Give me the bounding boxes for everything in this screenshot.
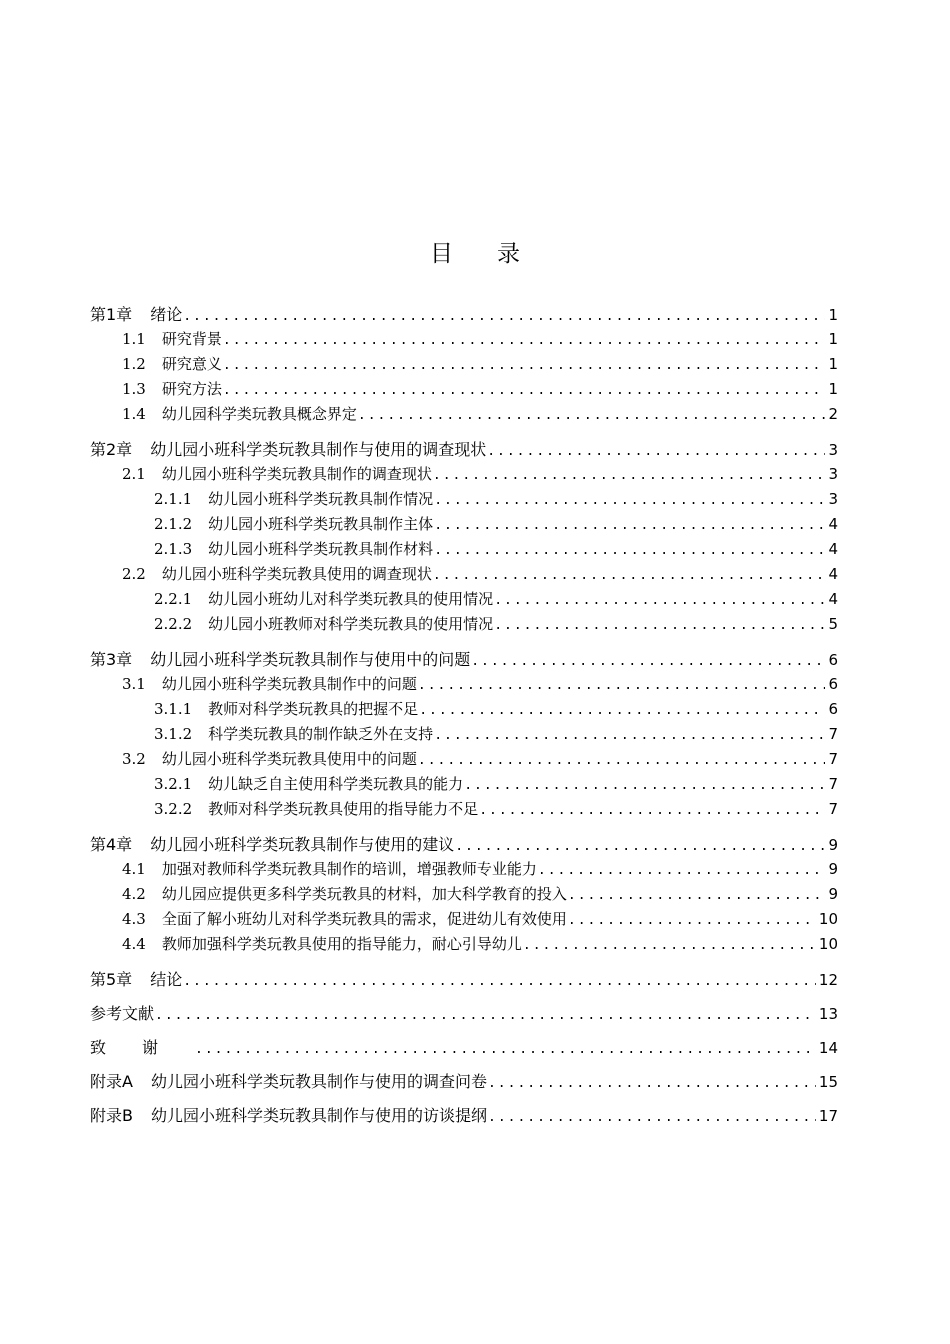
toc-entry-label: 幼儿园小班科学类玩教具使用中的问题 — [161, 750, 417, 768]
toc-entry-number: 2.1.1 — [154, 490, 193, 508]
toc-entry-label: 加强对教师科学类玩教具制作的培训，增强教师专业能力 — [161, 860, 537, 878]
toc-entry-label: 幼儿园小班科学类玩教具制作情况 — [208, 490, 434, 508]
toc-entry-number: 4.3 — [122, 910, 146, 928]
toc-entry-label: 幼儿园小班科学类玩教具制作的调查现状 — [161, 465, 432, 483]
toc-entry-label: 研究意义 — [161, 355, 222, 373]
dot-leader — [418, 748, 826, 773]
toc-entry-section[interactable] — [90, 352, 838, 377]
toc-entry-label: 参考文献 — [90, 1004, 155, 1023]
toc-entry-section[interactable] — [90, 932, 838, 957]
dot-leader — [434, 723, 825, 748]
toc-entry-page: 1 — [828, 306, 838, 324]
toc-entry-number: 3.1 — [122, 675, 146, 693]
toc-entry-page: 1 — [828, 380, 838, 398]
dot-leader — [568, 908, 816, 933]
toc-entry-label: 幼儿园小班幼儿对科学类玩教具的使用情况 — [208, 590, 494, 608]
dot-leader — [471, 649, 825, 674]
toc-entry-section[interactable] — [90, 462, 838, 487]
toc-entry-label: 幼儿园小班科学类玩教具制作主体 — [208, 515, 434, 533]
toc-entry-section[interactable] — [90, 672, 838, 697]
dot-leader — [494, 613, 825, 638]
dot-leader — [523, 933, 816, 958]
toc-entry-page: 3 — [828, 441, 838, 459]
toc-entry-label: 幼儿园小班科学类玩教具制作与使用中的问题 — [150, 650, 471, 669]
toc-entry-number: 3.2.1 — [154, 775, 193, 793]
toc-entry-page: 17 — [818, 1107, 838, 1125]
toc-entry-label: 全面了解小班幼儿对科学类玩教具的需求，促进幼儿有效使用 — [161, 910, 567, 928]
dot-leader — [494, 588, 825, 613]
toc-title: 目录 — [430, 241, 564, 267]
toc-entry-page: 4 — [828, 540, 838, 558]
toc-entry-page: 13 — [818, 1005, 838, 1023]
dot-leader — [455, 834, 825, 859]
toc-entry-subsection[interactable] — [90, 722, 838, 747]
toc-entry-subsection[interactable] — [90, 487, 838, 512]
toc-entry-number: 1.2 — [122, 355, 146, 373]
toc-entry-page: 15 — [818, 1073, 838, 1091]
toc-entry-section[interactable] — [90, 857, 838, 882]
toc-entry-number: 致谢 — [90, 1038, 195, 1057]
toc-entry-page: 1 — [828, 355, 838, 373]
toc-entry-section[interactable] — [90, 907, 838, 932]
toc-entry-number: 1.3 — [122, 380, 146, 398]
toc-entry-number: 附录B — [90, 1106, 133, 1125]
toc-entry-number: 4.2 — [122, 885, 146, 903]
toc-entry-label: 幼儿园应提供更多科学类玩教具的材料，加大科学教育的投入 — [161, 885, 567, 903]
toc-entry-page: 4 — [828, 590, 838, 608]
toc-entry-acknowledgements[interactable] — [90, 1035, 838, 1060]
toc-entry-subsection[interactable] — [90, 697, 838, 722]
toc-entry-number: 第5章 — [90, 970, 133, 989]
toc-entry-page: 4 — [828, 515, 838, 533]
table-of-contents — [90, 302, 838, 1128]
toc-entry-references[interactable] — [90, 1001, 838, 1026]
toc-entry-number: 2.2.1 — [154, 590, 193, 608]
dot-leader — [223, 353, 826, 378]
dot-leader — [358, 403, 826, 428]
toc-entry-chapter-2[interactable] — [90, 437, 838, 462]
toc-entry-section[interactable] — [90, 562, 838, 587]
toc-entry-label: 教师对科学类玩教具的把握不足 — [208, 700, 419, 718]
toc-entry-number: 第4章 — [90, 835, 133, 854]
toc-entry-label: 幼儿园小班科学类玩教具制作与使用的调查现状 — [150, 440, 487, 459]
toc-entry-number: 4.1 — [122, 860, 146, 878]
toc-entry-number: 2.2 — [122, 565, 146, 583]
dot-leader — [419, 698, 825, 723]
toc-entry-page: 6 — [828, 700, 838, 718]
toc-entry-label: 研究背景 — [161, 330, 222, 348]
toc-entry-number: 4.4 — [122, 935, 146, 953]
toc-entry-chapter-1[interactable] — [90, 302, 838, 327]
toc-entry-subsection[interactable] — [90, 537, 838, 562]
toc-entry-page: 7 — [828, 750, 838, 768]
toc-entry-section[interactable] — [90, 402, 838, 427]
toc-entry-label: 幼儿缺乏自主使用科学类玩教具的能力 — [208, 775, 464, 793]
toc-entry-page: 9 — [828, 885, 838, 903]
toc-entry-section[interactable] — [90, 327, 838, 352]
dot-leader — [433, 563, 826, 588]
toc-entry-label: 教师加强科学类玩教具使用的指导能力，耐心引导幼儿 — [161, 935, 522, 953]
toc-entry-subsection[interactable] — [90, 772, 838, 797]
dot-leader — [568, 883, 826, 908]
toc-entry-number: 2.2.2 — [154, 615, 193, 633]
toc-entry-subsection[interactable] — [90, 512, 838, 537]
dot-leader — [223, 378, 826, 403]
dot-leader — [155, 1003, 816, 1028]
toc-entry-label: 幼儿园小班科学类玩教具制作中的问题 — [161, 675, 417, 693]
dot-leader — [434, 488, 825, 513]
toc-entry-section[interactable] — [90, 377, 838, 402]
toc-entry-number: 1.4 — [122, 405, 146, 423]
toc-entry-page: 1 — [828, 330, 838, 348]
toc-entry-page: 7 — [828, 725, 838, 743]
toc-entry-section[interactable] — [90, 882, 838, 907]
dot-leader — [487, 439, 825, 464]
toc-entry-label: 结论 — [150, 970, 183, 989]
dot-leader — [418, 673, 826, 698]
toc-entry-number: 3.1.1 — [154, 700, 193, 718]
toc-entry-subsection[interactable] — [90, 612, 838, 637]
dot-leader — [434, 513, 825, 538]
toc-entry-number: 2.1.3 — [154, 540, 193, 558]
toc-entry-number: 3.2 — [122, 750, 146, 768]
toc-entry-page: 6 — [828, 675, 838, 693]
toc-entry-page: 3 — [828, 465, 838, 483]
toc-entry-page: 2 — [828, 405, 838, 423]
toc-entry-number: 3.2.2 — [154, 800, 193, 818]
toc-entry-label: 幼儿园小班教师对科学类玩教具的使用情况 — [208, 615, 494, 633]
dot-leader — [479, 798, 825, 823]
toc-entry-number: 第3章 — [90, 650, 133, 669]
toc-entry-label: 幼儿园小班科学类玩教具制作与使用的访谈提纲 — [150, 1106, 487, 1125]
dot-leader — [183, 304, 825, 329]
dot-leader — [223, 328, 826, 353]
toc-entry-page: 7 — [828, 775, 838, 793]
toc-entry-number: 3.1.2 — [154, 725, 193, 743]
toc-entry-label: 研究方法 — [161, 380, 222, 398]
toc-entry-chapter-3[interactable] — [90, 647, 838, 672]
dot-leader — [434, 538, 825, 563]
toc-entry-number: 2.1 — [122, 465, 146, 483]
toc-entry-page: 9 — [828, 836, 838, 854]
toc-entry-subsection[interactable] — [90, 797, 838, 822]
toc-entry-page: 6 — [828, 651, 838, 669]
toc-entry-number: 附录A — [90, 1072, 133, 1091]
toc-entry-number: 第2章 — [90, 440, 133, 459]
toc-entry-label: 幼儿园小班科学类玩教具制作与使用的建议 — [150, 835, 455, 854]
toc-entry-page: 9 — [828, 860, 838, 878]
dot-leader — [195, 1037, 816, 1062]
toc-entry-page: 5 — [828, 615, 838, 633]
toc-entry-label: 幼儿园科学类玩教具概念界定 — [161, 405, 357, 423]
toc-entry-page: 4 — [828, 565, 838, 583]
toc-entry-number: 2.1.2 — [154, 515, 193, 533]
toc-entry-label: 幼儿园小班科学类玩教具使用的调查现状 — [161, 565, 432, 583]
toc-entry-label: 教师对科学类玩教具使用的指导能力不足 — [208, 800, 479, 818]
toc-entry-page: 10 — [818, 910, 838, 928]
toc-entry-page: 7 — [828, 800, 838, 818]
toc-entry-number: 第1章 — [90, 305, 133, 324]
toc-entry-label: 幼儿园小班科学类玩教具制作材料 — [208, 540, 434, 558]
toc-entry-label: 绪论 — [150, 305, 183, 324]
toc-entry-appendix-b[interactable] — [90, 1103, 838, 1128]
toc-entry-subsection[interactable] — [90, 587, 838, 612]
toc-entry-chapter-4[interactable] — [90, 832, 838, 857]
toc-entry-page: 3 — [828, 490, 838, 508]
dot-leader — [433, 463, 826, 488]
toc-entry-section[interactable] — [90, 747, 838, 772]
toc-entry-chapter-5[interactable] — [90, 967, 838, 992]
dot-leader — [464, 773, 825, 798]
toc-entry-page: 14 — [818, 1039, 838, 1057]
toc-entry-appendix-a[interactable] — [90, 1069, 838, 1094]
dot-leader — [488, 1105, 816, 1130]
dot-leader — [183, 969, 816, 994]
dot-leader — [488, 1071, 816, 1096]
toc-entry-page: 12 — [818, 971, 838, 989]
toc-entry-page: 10 — [818, 935, 838, 953]
dot-leader — [538, 858, 826, 883]
toc-entry-label: 幼儿园小班科学类玩教具制作与使用的调查问卷 — [150, 1072, 487, 1091]
toc-entry-label: 科学类玩教具的制作缺乏外在支持 — [208, 725, 434, 743]
toc-entry-number: 1.1 — [122, 330, 146, 348]
